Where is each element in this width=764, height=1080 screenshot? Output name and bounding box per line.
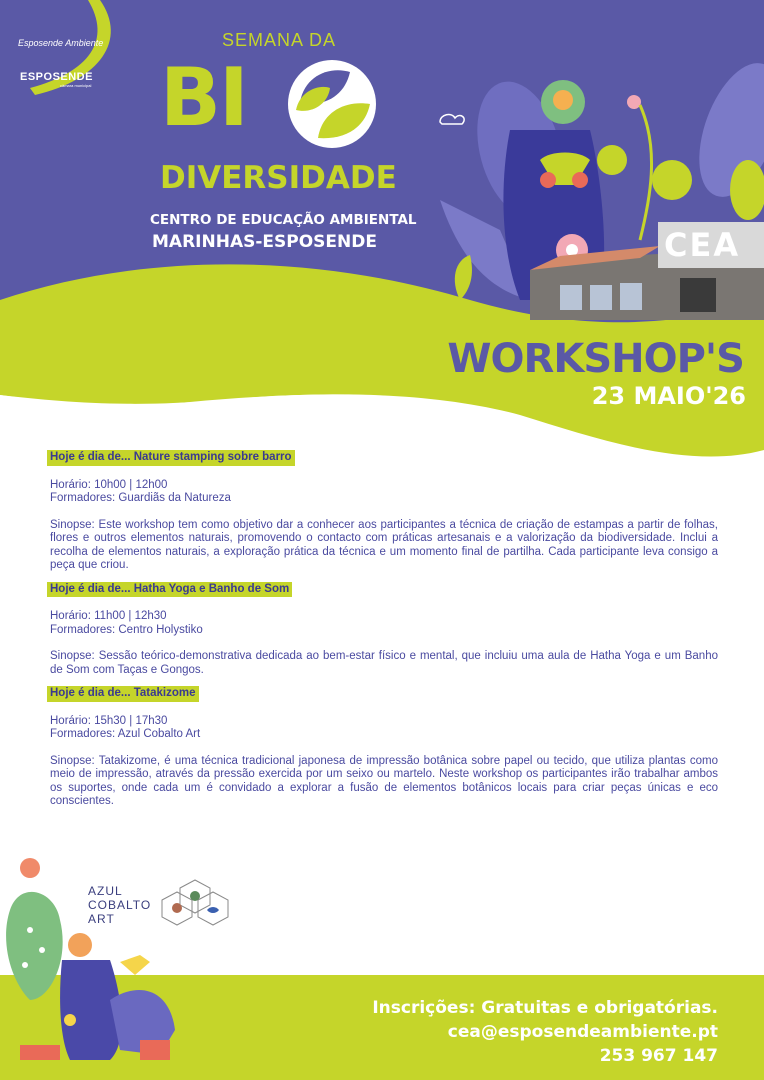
building-sign: CEA xyxy=(664,226,741,264)
workshop-trainers: Formadores: Guardiãs da Natureza xyxy=(50,492,231,504)
workshop-title: Hoje é dia de... Nature stamping sobre barro xyxy=(47,450,295,466)
workshop-item xyxy=(50,450,718,573)
workshop-schedule: Horário: 11h00 | 12h30 xyxy=(50,610,167,622)
footer-contact xyxy=(372,996,718,1068)
workshop-title: Hoje é dia de... Tatakizome xyxy=(47,686,199,702)
workshop-synopsis: Sinopse: Este workshop tem como objetivo dar a conhecer aos participantes a técnica de criação de estampas a partir de folhas, flores e outros elementos naturais, promovendo o contacto com práticas artesanais e a valorização da biodiversidade. Inclui a recolha de elementos naturais, a exploração prática da técnica e um momento final de partilha. Cada participante leva consigo a peça que criou. xyxy=(50,518,718,571)
workshop-trainers: Formadores: Centro Holystiko xyxy=(50,623,203,636)
partner-line: AZUL xyxy=(88,884,123,898)
venue-line-1: CENTRO DE EDUCAÇÃO AMBIENTAL xyxy=(150,212,417,228)
event-title-small: SEMANA DA xyxy=(222,30,337,50)
workshop-trainers: Formadores: Azul Cobalto Art xyxy=(50,728,201,740)
event-title-sub: DIVERSIDADE xyxy=(160,160,397,196)
partner-line: COBALTO xyxy=(88,898,152,912)
workshop-synopsis: Sinopse: Sessão teórico-demonstrativa dedicada ao bem-estar físico e mental, que incluiu uma aula de Hatha Yoga e um Banho de Som com Taças e Gongos. xyxy=(50,650,718,676)
workshops-heading: WORKSHOP'S xyxy=(447,336,744,382)
event-date: 23 MAIO'26 xyxy=(591,382,746,410)
email-link[interactable]: cea@esposendeambiente.pt xyxy=(447,1022,718,1042)
esposende-logo-sub: câmara municipal xyxy=(60,83,92,88)
registration-info: Inscrições: Gratuitas e obrigatórias. xyxy=(372,998,718,1018)
workshops-list xyxy=(50,450,718,818)
esposende-logo: ESPOSENDE xyxy=(20,71,93,83)
phone-number[interactable]: 253 967 147 xyxy=(599,1046,718,1066)
workshop-synopsis: Sinopse: Tatakizome, é uma técnica tradicional japonesa de impressão botânica sobre papel ou tecido, que utiliza plantas como meio de impressão, através da pressão exercida por um seixo ou martelo. Neste workshop os participantes irão trabalhar ambos os suportes, onde cada um é convidado a explorar a fusão de elementos botânicos locais para criar peças únicas e eco conscientes. xyxy=(50,754,718,807)
workshop-item xyxy=(50,582,718,678)
event-title-big: BI xyxy=(160,51,247,144)
azul-cobalto-logo xyxy=(88,884,151,926)
venue-line-2: MARINHAS-ESPOSENDE xyxy=(152,232,377,252)
partner-line: ART xyxy=(88,912,115,926)
workshop-title: Hoje é dia de... Hatha Yoga e Banho de Som xyxy=(47,582,292,598)
workshop-schedule: Horário: 15h30 | 17h30 xyxy=(50,714,168,727)
workshop-schedule: Horário: 10h00 | 12h00 xyxy=(50,478,168,491)
esposende-ambiente-logo: Esposende Ambiente xyxy=(18,38,104,48)
workshop-item xyxy=(50,686,718,809)
